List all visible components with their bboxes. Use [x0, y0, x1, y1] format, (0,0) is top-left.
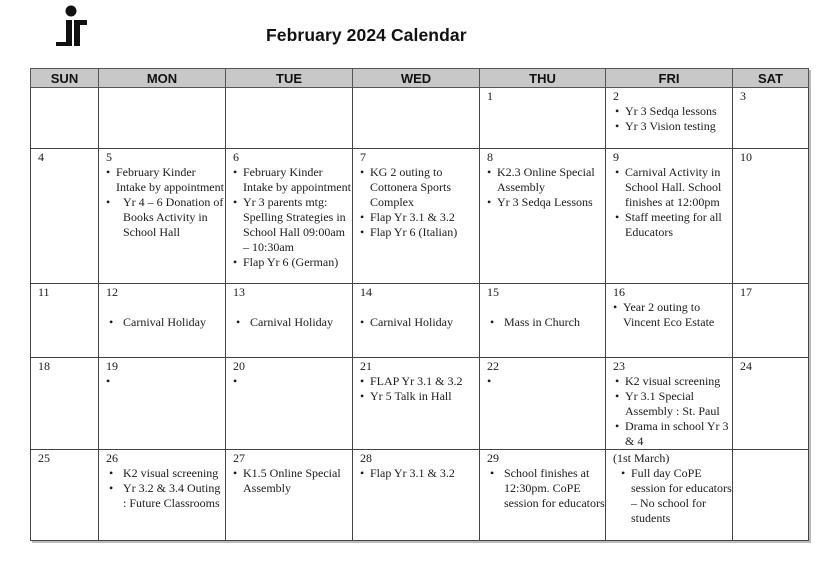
day-cell-5	[99, 149, 226, 284]
day-cell	[733, 450, 809, 541]
day-number: 23	[613, 359, 625, 373]
day-cell-25	[31, 450, 99, 541]
day-cell-19	[99, 358, 226, 450]
event-item-empty	[233, 374, 352, 389]
day-cell-3	[733, 88, 809, 149]
day-cell	[99, 88, 226, 149]
weekday-mon: MON	[99, 69, 226, 88]
day-cell-1	[480, 88, 606, 149]
weekday-sun: SUN	[31, 69, 99, 88]
day-number: 5	[106, 150, 112, 164]
day-number: 16	[613, 285, 625, 299]
day-cell-10	[733, 149, 809, 284]
day-number: 6	[233, 150, 239, 164]
day-cell-21	[353, 358, 480, 450]
day-number: 4	[38, 150, 44, 164]
day-cell-2	[606, 88, 733, 149]
weekday-header-row	[31, 69, 809, 88]
day-number: 13	[233, 285, 245, 299]
day-cell-11	[31, 284, 99, 358]
day-cell-26	[99, 450, 226, 541]
page-title: February 2024 Calendar	[266, 25, 467, 45]
event-item: • Carnival Activity in School Hall. School finishes at 12:00pm	[615, 165, 732, 210]
event-item: • Flap Yr 3.1 & 3.2	[360, 210, 479, 225]
day-number: 15	[487, 285, 499, 299]
event-item: • Full day CoPE session for educators – No school for students	[621, 466, 732, 526]
week-row	[31, 450, 809, 541]
day-cell-12	[99, 284, 226, 358]
calendar-table	[30, 68, 809, 541]
event-item: • K2 visual screening	[615, 374, 732, 389]
day-number: 1	[487, 89, 493, 103]
day-cell-23	[606, 358, 733, 450]
day-cell-march-1	[606, 450, 733, 541]
day-number: 2	[613, 89, 619, 103]
day-cell-27	[226, 450, 353, 541]
event-item: • Yr 3 Vision testing	[615, 119, 732, 134]
day-number: 3	[740, 89, 746, 103]
event-item: • School finishes at 12:30pm. CoPE session for educators	[487, 466, 605, 511]
event-item: • Carnival Holiday	[233, 315, 352, 330]
day-cell-22	[480, 358, 606, 450]
day-cell-8	[480, 149, 606, 284]
day-cell-9	[606, 149, 733, 284]
day-cell-15	[480, 284, 606, 358]
day-number: 22	[487, 359, 499, 373]
event-item: • Carnival Holiday	[106, 315, 225, 330]
day-cell-13	[226, 284, 353, 358]
week-row	[31, 149, 809, 284]
week-row	[31, 88, 809, 149]
event-item: • Yr 3 parents mtg: Spelling Strategies in School Hall 09:00am – 10:30am	[233, 195, 352, 255]
day-cell-18	[31, 358, 99, 450]
day-number: 24	[740, 359, 752, 373]
day-cell-4	[31, 149, 99, 284]
day-number: 12	[106, 285, 118, 299]
event-item: • Year 2 outing to Vincent Eco Estate	[613, 300, 732, 330]
day-number: 9	[613, 150, 619, 164]
event-item: • KG 2 outing to Cottonera Sports Complex	[360, 165, 479, 210]
event-item: • Yr 3.1 Special Assembly : St. Paul	[615, 389, 732, 419]
day-cell-17	[733, 284, 809, 358]
day-cell-16	[606, 284, 733, 358]
week-row	[31, 284, 809, 358]
day-number: 26	[106, 451, 118, 465]
event-item: • Flap Yr 3.1 & 3.2	[360, 466, 479, 481]
day-number: 25	[38, 451, 50, 465]
day-number: 29	[487, 451, 499, 465]
day-number: 27	[233, 451, 245, 465]
day-cell-29	[480, 450, 606, 541]
event-item: • Staff meeting for all Educators	[615, 210, 732, 240]
jr-logo-icon	[53, 5, 89, 50]
day-number: 21	[360, 359, 372, 373]
day-number: 7	[360, 150, 366, 164]
day-cell	[353, 88, 480, 149]
day-number: 17	[740, 285, 752, 299]
event-item: • Yr 3 Sedqa Lessons	[487, 195, 605, 210]
weekday-fri: FRI	[606, 69, 733, 88]
event-item: • Yr 5 Talk in Hall	[360, 389, 479, 404]
week-row	[31, 358, 809, 450]
day-number: 11	[38, 285, 50, 299]
day-cell	[226, 88, 353, 149]
day-number: 20	[233, 359, 245, 373]
day-number: 19	[106, 359, 118, 373]
weekday-sat: SAT	[733, 69, 809, 88]
event-item: • K2 visual screening	[106, 466, 225, 481]
event-item-empty	[487, 374, 605, 389]
day-cell-24	[733, 358, 809, 450]
event-item-empty	[106, 374, 225, 389]
day-cell	[31, 88, 99, 149]
event-item: • FLAP Yr 3.1 & 3.2	[360, 374, 479, 389]
event-item: • Mass in Church	[487, 315, 605, 330]
weekday-tue: TUE	[226, 69, 353, 88]
event-item: • Drama in school Yr 3 & 4	[615, 419, 732, 449]
day-number: (1st March)	[613, 451, 670, 465]
event-item: • Yr 3 Sedqa lessons	[615, 104, 732, 119]
event-item: • Yr 3.2 & 3.4 Outing : Future Classrooms	[106, 481, 225, 511]
event-item: • Flap Yr 6 (Italian)	[360, 225, 479, 240]
day-number: 14	[360, 285, 372, 299]
day-number: 28	[360, 451, 372, 465]
day-cell-6	[226, 149, 353, 284]
day-number: 18	[38, 359, 50, 373]
event-item: • Yr 4 – 6 Donation of Books Activity in School Hall	[106, 195, 225, 240]
day-number: 8	[487, 150, 493, 164]
event-item: • February Kinder Intake by appointment	[106, 165, 225, 195]
weekday-thu: THU	[480, 69, 606, 88]
day-cell-14	[353, 284, 480, 358]
event-item: • K2.3 Online Special Assembly	[487, 165, 605, 195]
event-item: • K1.5 Online Special Assembly	[233, 466, 352, 496]
day-number: 10	[740, 150, 752, 164]
day-cell-20	[226, 358, 353, 450]
event-item: • Carnival Holiday	[360, 315, 479, 330]
day-cell-28	[353, 450, 480, 541]
weekday-wed: WED	[353, 69, 480, 88]
event-item: • February Kinder Intake by appointment	[233, 165, 352, 195]
day-cell-7	[353, 149, 480, 284]
event-item: • Flap Yr 6 (German)	[233, 255, 352, 270]
